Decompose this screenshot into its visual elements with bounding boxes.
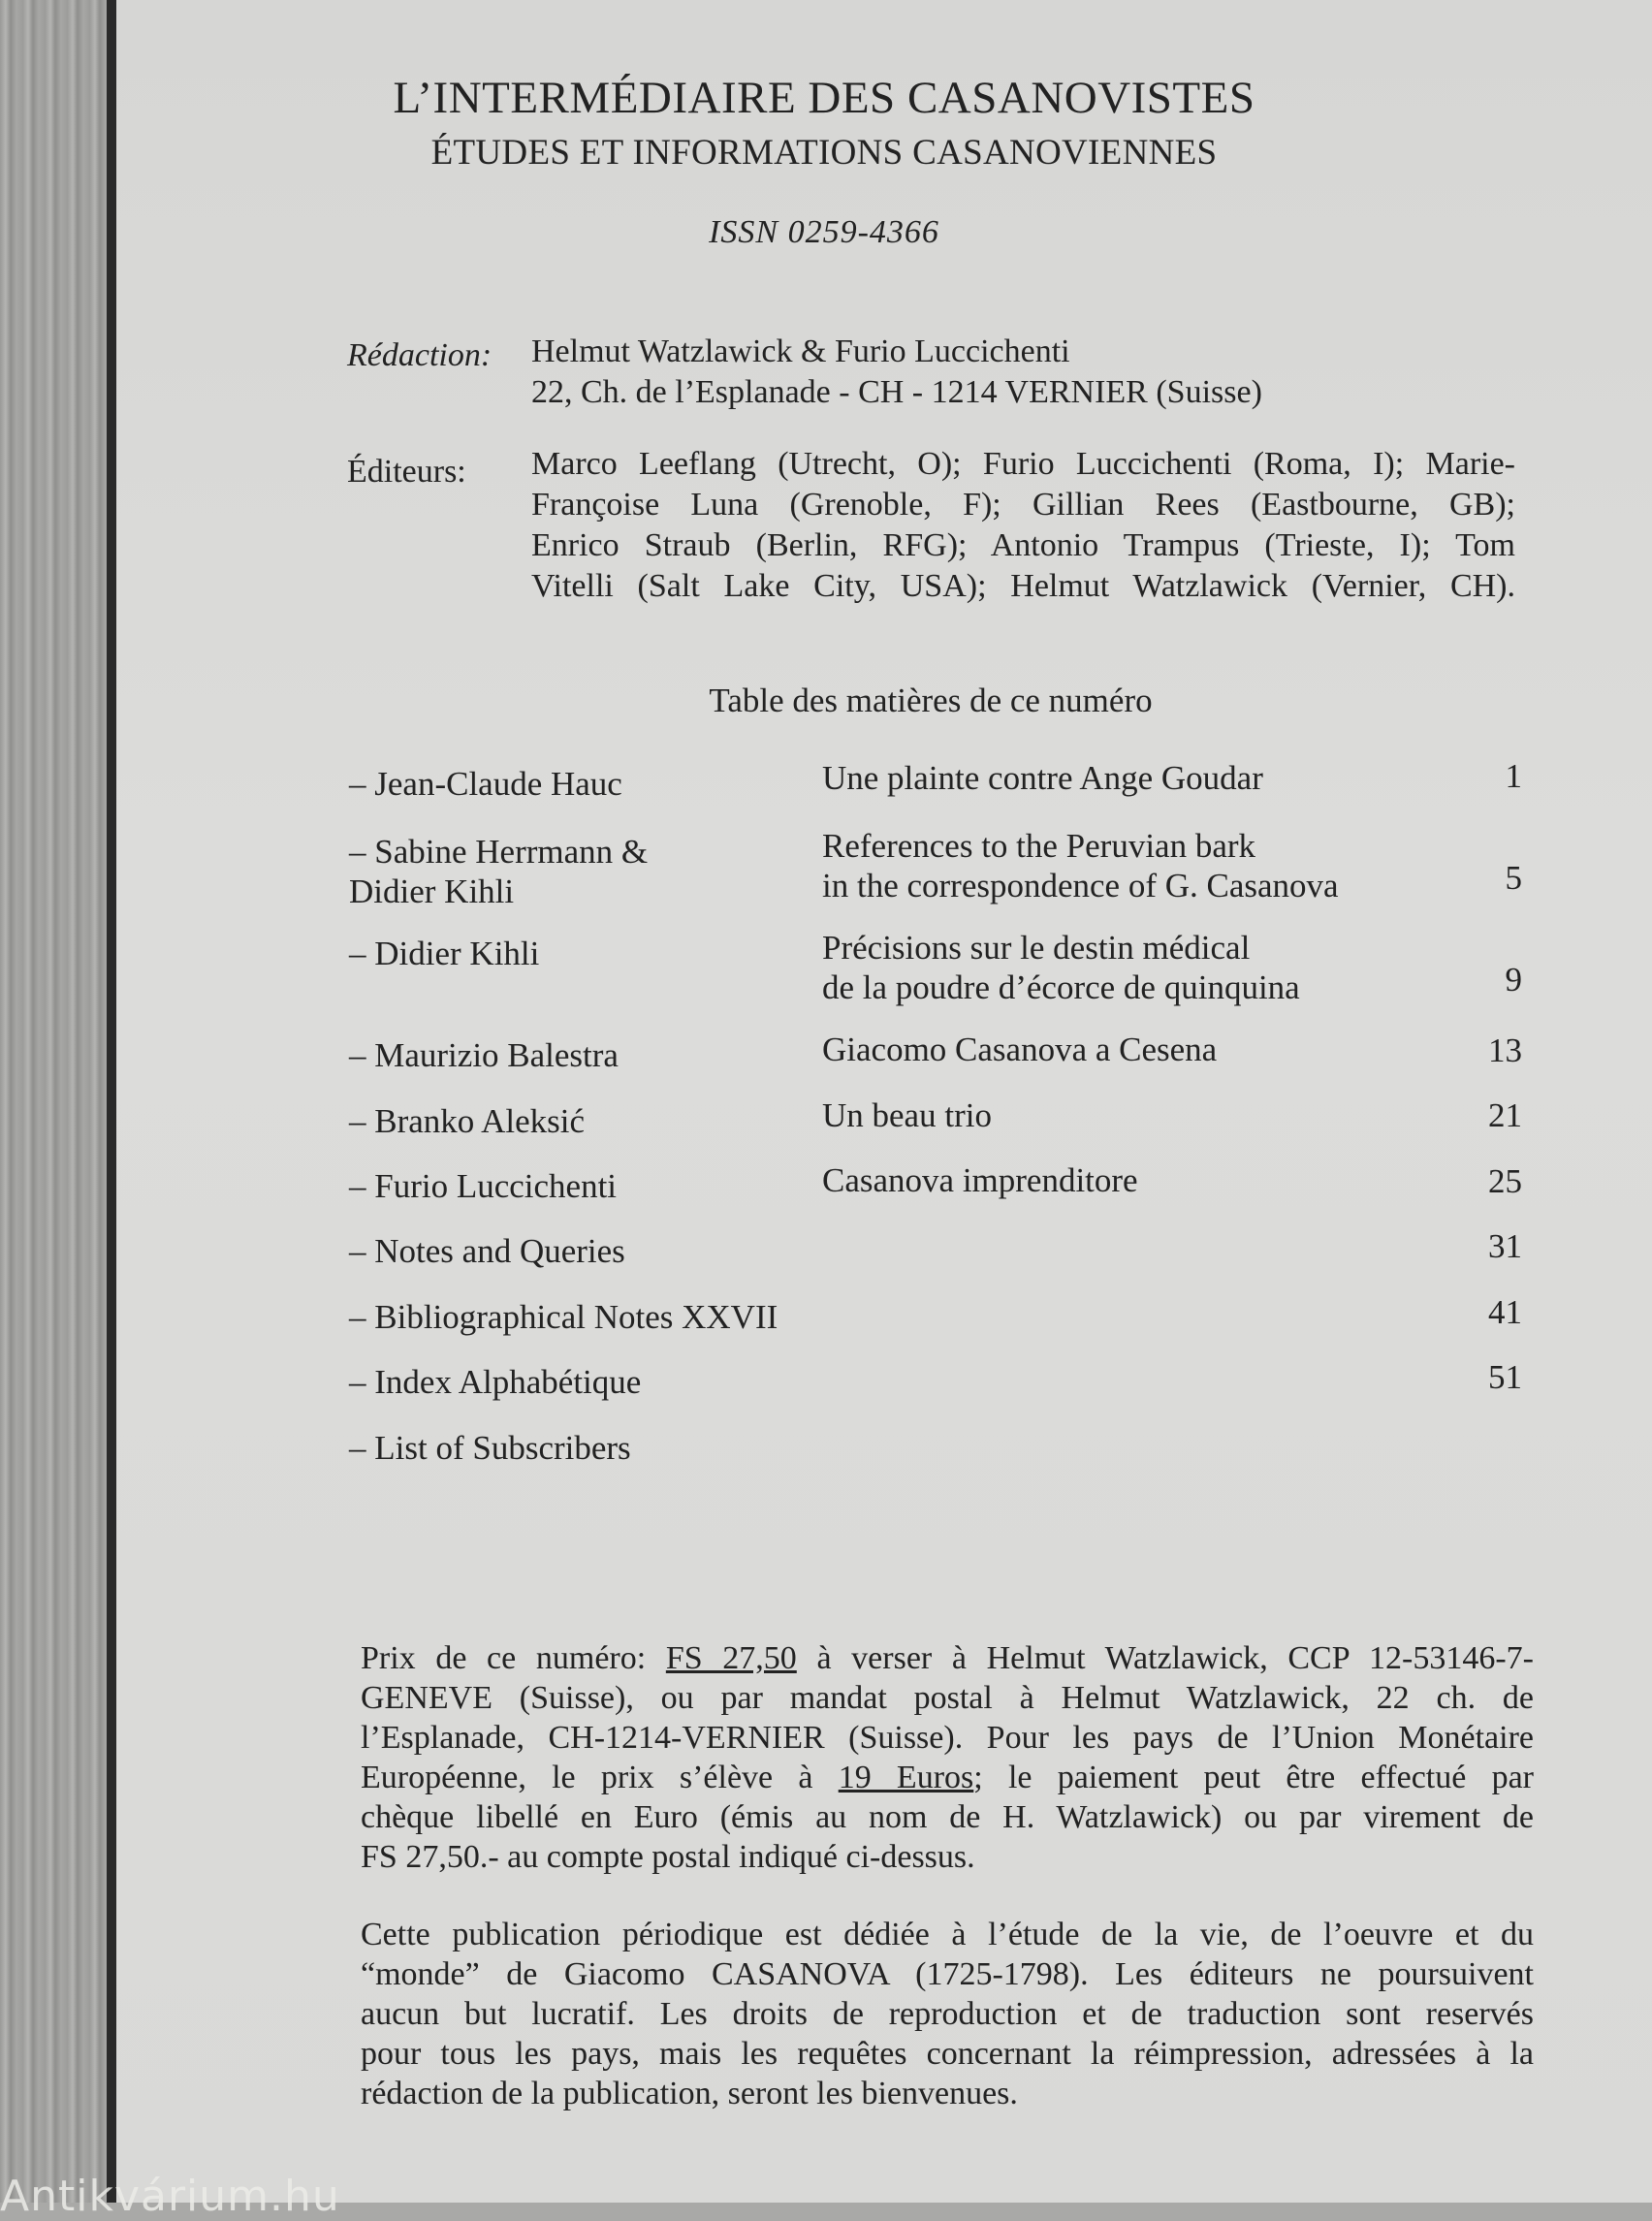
toc-title: Une plainte contre Ange Goudar [822, 759, 1263, 797]
toc-author: – Sabine Herrmann & Didier Kihli [349, 833, 649, 910]
price-euro-post: ; le paiement peut être effectué par [973, 1760, 1534, 1795]
toc-title: Giacomo Casanova a Cesena [822, 1031, 1218, 1068]
description-line: Cette publication périodique est dédiée à l’étude de la vie, de l’oeuvre et du [361, 1917, 1534, 1952]
toc-title: Un beau trio [822, 1096, 992, 1134]
price-line: chèque libellé en Euro (émis au nom de H. Watzlawick) ou par virement de [361, 1799, 1534, 1835]
editeurs-line: Marco Leeflang (Utrecht, O); Furio Luccichenti (Roma, I); Marie- [531, 446, 1515, 482]
toc-title: Casanova imprenditore [822, 1161, 1138, 1199]
description-paragraph [361, 1915, 1534, 2113]
price-fs: FS 27,50 [665, 1640, 797, 1676]
redaction-names: Helmut Watzlawick & Furio Luccichenti [531, 333, 1070, 369]
price-after: à verser à Helmut Watzlawick, CCP 12-53146-7- [796, 1640, 1534, 1676]
editeurs-line: Vitelli (Salt Lake City, USA); Helmut Watzlawick (Vernier, CH). [531, 568, 1515, 604]
toc-author: – List of Subscribers [349, 1429, 631, 1467]
journal-title: L’INTERMÉDIAIRE DES CASANOVISTES [393, 73, 1255, 123]
price-line [361, 1758, 1534, 1797]
toc-page-number: 5 [1505, 859, 1522, 897]
redaction-block [531, 332, 1515, 413]
toc-heading: Table des matières de ce numéro [709, 682, 1153, 719]
description-line: “monde” de Giacomo CASANOVA (1725-1798). Les éditeurs ne poursuivent [361, 1956, 1534, 1992]
redaction-address: 22, Ch. de l’Esplanade - CH - 1214 VERNIER (Suisse) [531, 374, 1262, 410]
toc-author: – Jean-Claude Hauc [349, 765, 622, 803]
toc-author: – Furio Luccichenti [349, 1167, 618, 1205]
toc-author: – Notes and Queries [349, 1232, 625, 1270]
price-paragraph [361, 1638, 1534, 1877]
toc-page-number: 51 [1488, 1358, 1522, 1396]
toc-page-number: 41 [1488, 1293, 1522, 1331]
toc-author: – Bibliographical Notes XXVII [349, 1298, 778, 1336]
toc-title: Précisions sur le destin médical de la poudre d’écorce de quinquina [822, 929, 1300, 1006]
toc-author: – Maurizio Balestra [349, 1036, 619, 1074]
price-line: l’Esplanade, CH-1214-VERNIER (Suisse). Pour les pays de l’Union Monétaire [361, 1720, 1534, 1756]
journal-subtitle: ÉTUDES ET INFORMATIONS CASANOVIENNES [430, 133, 1218, 173]
editeurs-block [531, 444, 1515, 607]
toc-page-number: 31 [1488, 1227, 1522, 1265]
toc-page-number: 13 [1488, 1031, 1522, 1069]
description-line: pour tous les pays, mais les requêtes concernant la réimpression, adressées à la [361, 2036, 1534, 2072]
wood-background [0, 0, 116, 2203]
editeurs-line: Françoise Luna (Grenoble, F); Gillian Rees (Eastbourne, GB); [531, 487, 1515, 523]
editeurs-line: Enrico Straub (Berlin, RFG); Antonio Trampus (Trieste, I); Tom [531, 527, 1515, 563]
toc-title: References to the Peruvian bark in the correspondence of G. Casanova [822, 827, 1339, 904]
toc-page-number: 9 [1505, 961, 1522, 999]
price-euro-pre: Européenne, le prix s’élève à [361, 1760, 839, 1795]
toc-page-number: 25 [1488, 1162, 1522, 1200]
issn-number: ISSN 0259-4366 [709, 214, 939, 250]
price-line: FS 27,50.- au compte postal indiqué ci-dessus. [361, 1839, 975, 1875]
description-line: rédaction de la publication, seront les bienvenues. [361, 2076, 1018, 2111]
editeurs-label: Éditeurs: [347, 454, 466, 490]
toc-page-number: 21 [1488, 1096, 1522, 1134]
price-line: GENEVE (Suisse), ou par mandat postal à Helmut Watzlawick, 22 ch. de [361, 1680, 1534, 1716]
watermark: Antikvárium.hu [0, 2172, 340, 2221]
toc-author: – Branko Aleksić [349, 1102, 586, 1140]
toc-author: – Didier Kihli [349, 935, 540, 972]
description-line: aucun but lucratif. Les droits de reproduction et de traduction sont reservés [361, 1996, 1534, 2032]
price-line [361, 1638, 1534, 1678]
toc-page-number: 1 [1505, 757, 1522, 795]
redaction-label: Rédaction: [347, 337, 492, 373]
price-euro: 19 Euros [838, 1760, 974, 1795]
price-intro: Prix de ce numéro: [361, 1640, 666, 1676]
toc-author: – Index Alphabétique [349, 1363, 642, 1401]
